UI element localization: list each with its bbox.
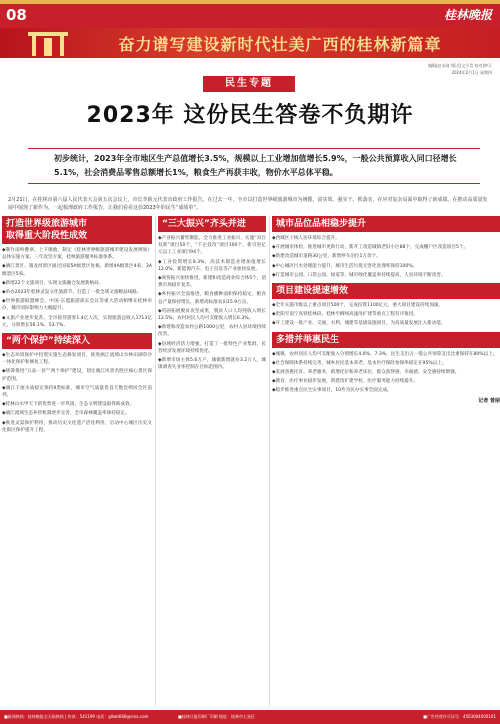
article-paragraph: ◆新建和改造农村公路1000公里，农村人居环境持续改善。 <box>158 325 266 338</box>
article-paragraph: ◆产业振兴蓄势聚能。全力推进工业振兴，实施“双百双新”项目50个，“千企技改”项目100个，新引进亿元以上工业项目94个。 <box>158 236 266 256</box>
article-paragraph: ◆商贸振兴加快推进，新建和改造商业综合体5个，消费市场稳步复苏。 <box>158 276 266 289</box>
article-paragraph: ◆世界旅游联盟峰会、中国-东盟旅游部长会议等重大活动相继在桂林举办，城市国际影响力大幅提升。 <box>2 299 152 312</box>
article-paragraph: ◆开工建设一批产业、交通、水利、城建等基础设施项目，为高质量发展注入新动能。 <box>272 321 446 327</box>
article-paragraph: ◆发展普惠托育、养老服务，新增托位和养老床位，群众获得感、幸福感、安全感持续增强。 <box>272 370 460 376</box>
article-paragraph: ◆城镇、农村居民人均可支配收入分别增长4.0%、7.3%，民生支出占一般公共预算支出比重保持在80%以上。 <box>272 351 498 357</box>
article-paragraph: ◆生态环境保护中投资实施生态修复项目，推进漓江流域山水林田湖草沙一体化保护和修复工程。 <box>2 353 152 366</box>
article-paragraph: ◆推进灵渠保护利用，推动历史文化遗产活化利用，启动中心城区历史文化街区保护提升工程。 <box>2 420 152 433</box>
reporter-byline: 记者 曾丽 <box>478 397 500 404</box>
article-paragraph: ◆漓江景区、遇龙河景区通过国家5A级景区复核，新增4A级景区4家、3A级景区5家。 <box>2 264 152 277</box>
edition-meta <box>428 62 492 76</box>
footer-printer: ■桂林日报印刷厂印刷 地址：桂林市七星区 <box>178 714 256 719</box>
article-paragraph: ◆社会保障体系持续完善，城乡居民基本养老、基本医疗保险参保率稳定在95%以上。 <box>272 360 447 366</box>
column-revitalization <box>158 216 266 373</box>
subhead-city-quality: 城市品位品相稳步提升 <box>272 216 500 232</box>
article-paragraph: ◆新建改造城市道路30公里，新增停车泊位1万余个。 <box>272 254 381 260</box>
article-paragraph: ◆县域经济活力增强，打造了一批特色产业集群，民营经济发展环境持续优化。 <box>158 341 266 354</box>
article-paragraph: ◆漓江流域生态补偿机制逐步完善，全市森林覆盖率保持稳定。 <box>2 411 130 417</box>
meta-line: 编辑|赵永刚 /版式|文小青 校对|钟天 <box>428 63 492 68</box>
column-divider <box>269 216 270 706</box>
article-paragraph: ◆全年实施市级以上重点项目500个，完成投资1100亿元，重大项目建设持续加速。 <box>272 303 443 309</box>
meta-line: 2024年2月1日 星期四 <box>451 70 492 75</box>
subhead-tourism: 打造世界级旅游城市 取得重大阶段性成效 <box>2 216 152 244</box>
article-paragraph: ◆举办2023年桂林灵渠文化旅游节，打造了一批全域文旅精品线路。 <box>2 290 142 296</box>
page-headline: 2023年 这份民生答卷不负期许 <box>86 103 414 128</box>
subhead-livelihood: 多措并举惠民生 <box>272 332 500 348</box>
subhead-projects: 项目建设提速增效 <box>272 283 500 299</box>
footer-hotline: ■新闻热线：桂林晚报全天候热线 | 传真：541199 电话：gllwb666@sina.com <box>4 714 149 719</box>
subhead-revitalization: “三大振兴”齐头并进 <box>158 216 266 232</box>
article-paragraph: ◆新增22个文旅项目，实现文旅融合发展新格局。 <box>2 280 104 286</box>
header-gold-rule <box>0 0 500 4</box>
slogan-text: 奋力谱写建设新时代壮美广西的桂林新篇章 <box>118 35 442 54</box>
gate-icon <box>24 28 72 56</box>
page-number: 08 <box>6 6 27 24</box>
article-paragraph: ◆贵阳至南宁高铁桂林段、桂林至柳州高速改扩建等重点工程有序推进。 <box>272 312 418 318</box>
lead-summary: 初步统计，2023年全市地区生产总值增长3.5%，规模以上工业增加值增长5.9%，一般公共预算收入同口径增长5.1%，社会消费品零售总额增长1%，粮食生产再获丰收，物价水平总体平稳。 <box>54 154 457 177</box>
newspaper-logo: 桂林晚报 <box>443 8 492 22</box>
article-paragraph: ◆制作南岭叠翠、上下歌曲，制定《桂林世界级旅游城市建设发展规划》总体实施方案、三年攻坚方案、桂林旅游服务标准体系。 <box>2 248 152 261</box>
article-paragraph: ◆中心城区污水处理能力提升，城市生活垃圾无害化处理率保持100%。 <box>272 263 418 269</box>
section-tag: 民生专题 <box>203 76 295 92</box>
article-paragraph: ◆桂林山水甲天下的优势进一步巩固，生态文明建设取得新成效。 <box>2 402 135 408</box>
article-paragraph: ◆开展城市体检，推进城市更新行动，新开工改造城镇老旧小区88个，完成棚户区改造项目5个。 <box>272 245 469 251</box>
column-city-projects-livelihood <box>272 216 500 404</box>
article-paragraph: ◆文旅产业逐步复苏，全市接待游客1.4亿人次，实现旅游总收入1713亿元，分别增长56.1%、53.7%。 <box>2 315 152 328</box>
article-paragraph: ◆稳步推进重点民生实事项目，10件为民办实事全面完成。 <box>272 388 392 394</box>
article-paragraph: ◆西城区干线人居环境综合提升。 <box>272 236 340 241</box>
article-paragraph: ◆漓江干流水质稳定保持Ⅱ类标准，城市空气质量优良天数比例居全区前列。 <box>2 385 152 399</box>
article-paragraph: ◆巩固拓展脱贫攻坚成果，脱贫人口人均纯收入增长12.5%，农村居民人均可支配收入增长6.3%。 <box>158 308 266 322</box>
article-paragraph: ◆乡村振兴全面推进，粮食播种面积保持稳定，粮食总产量保持增长，新增高标准农田15.9万亩。 <box>158 292 266 305</box>
footer-bar <box>0 710 500 724</box>
intro-paragraph: 2月21日，在桂林市第六届人民代表大会第五次会议上，市长李新元代表市政府工作报告。在过去一年，全市以打造世界级旅游城市为统揽，富实效、强实干、抓落实，在应对复杂局面中取得了新成绩。在推动高质量发展中展现了新作为。一起梳理政府工作报告，让我们看看这份2023年的民生“成绩单”。 <box>8 197 488 211</box>
article-paragraph: ◆教育、医疗事业稳步发展，新建改扩建学校，医疗服务能力持续提升。 <box>272 379 418 385</box>
article-paragraph: ◆新增市场主体5.6万户，城镇新增就业3.2万人，城镇调查失业率控制在目标范围内。 <box>158 358 266 371</box>
footer-license: ■广告经营许可证号：4503004000101 <box>423 714 496 719</box>
article-paragraph: ◆工业投资增长8.3%，高技术制造业增加值增长12.0%，新能源汽车、电子信息等产业加快发展。 <box>158 259 266 272</box>
subhead-protection: “两个保护”持续深入 <box>2 333 152 349</box>
column-divider <box>155 216 156 706</box>
article-paragraph: ◆统筹推进“五品一县”“两个保护”建设，划定漓江风景名胜区核心景区保护范围。 <box>2 369 152 382</box>
article-paragraph: ◆打造城市公园、口袋公园、绿道等，城市绿化覆盖率持续提高，人居环境不断改善。 <box>272 272 446 278</box>
column-tourism <box>2 216 152 436</box>
